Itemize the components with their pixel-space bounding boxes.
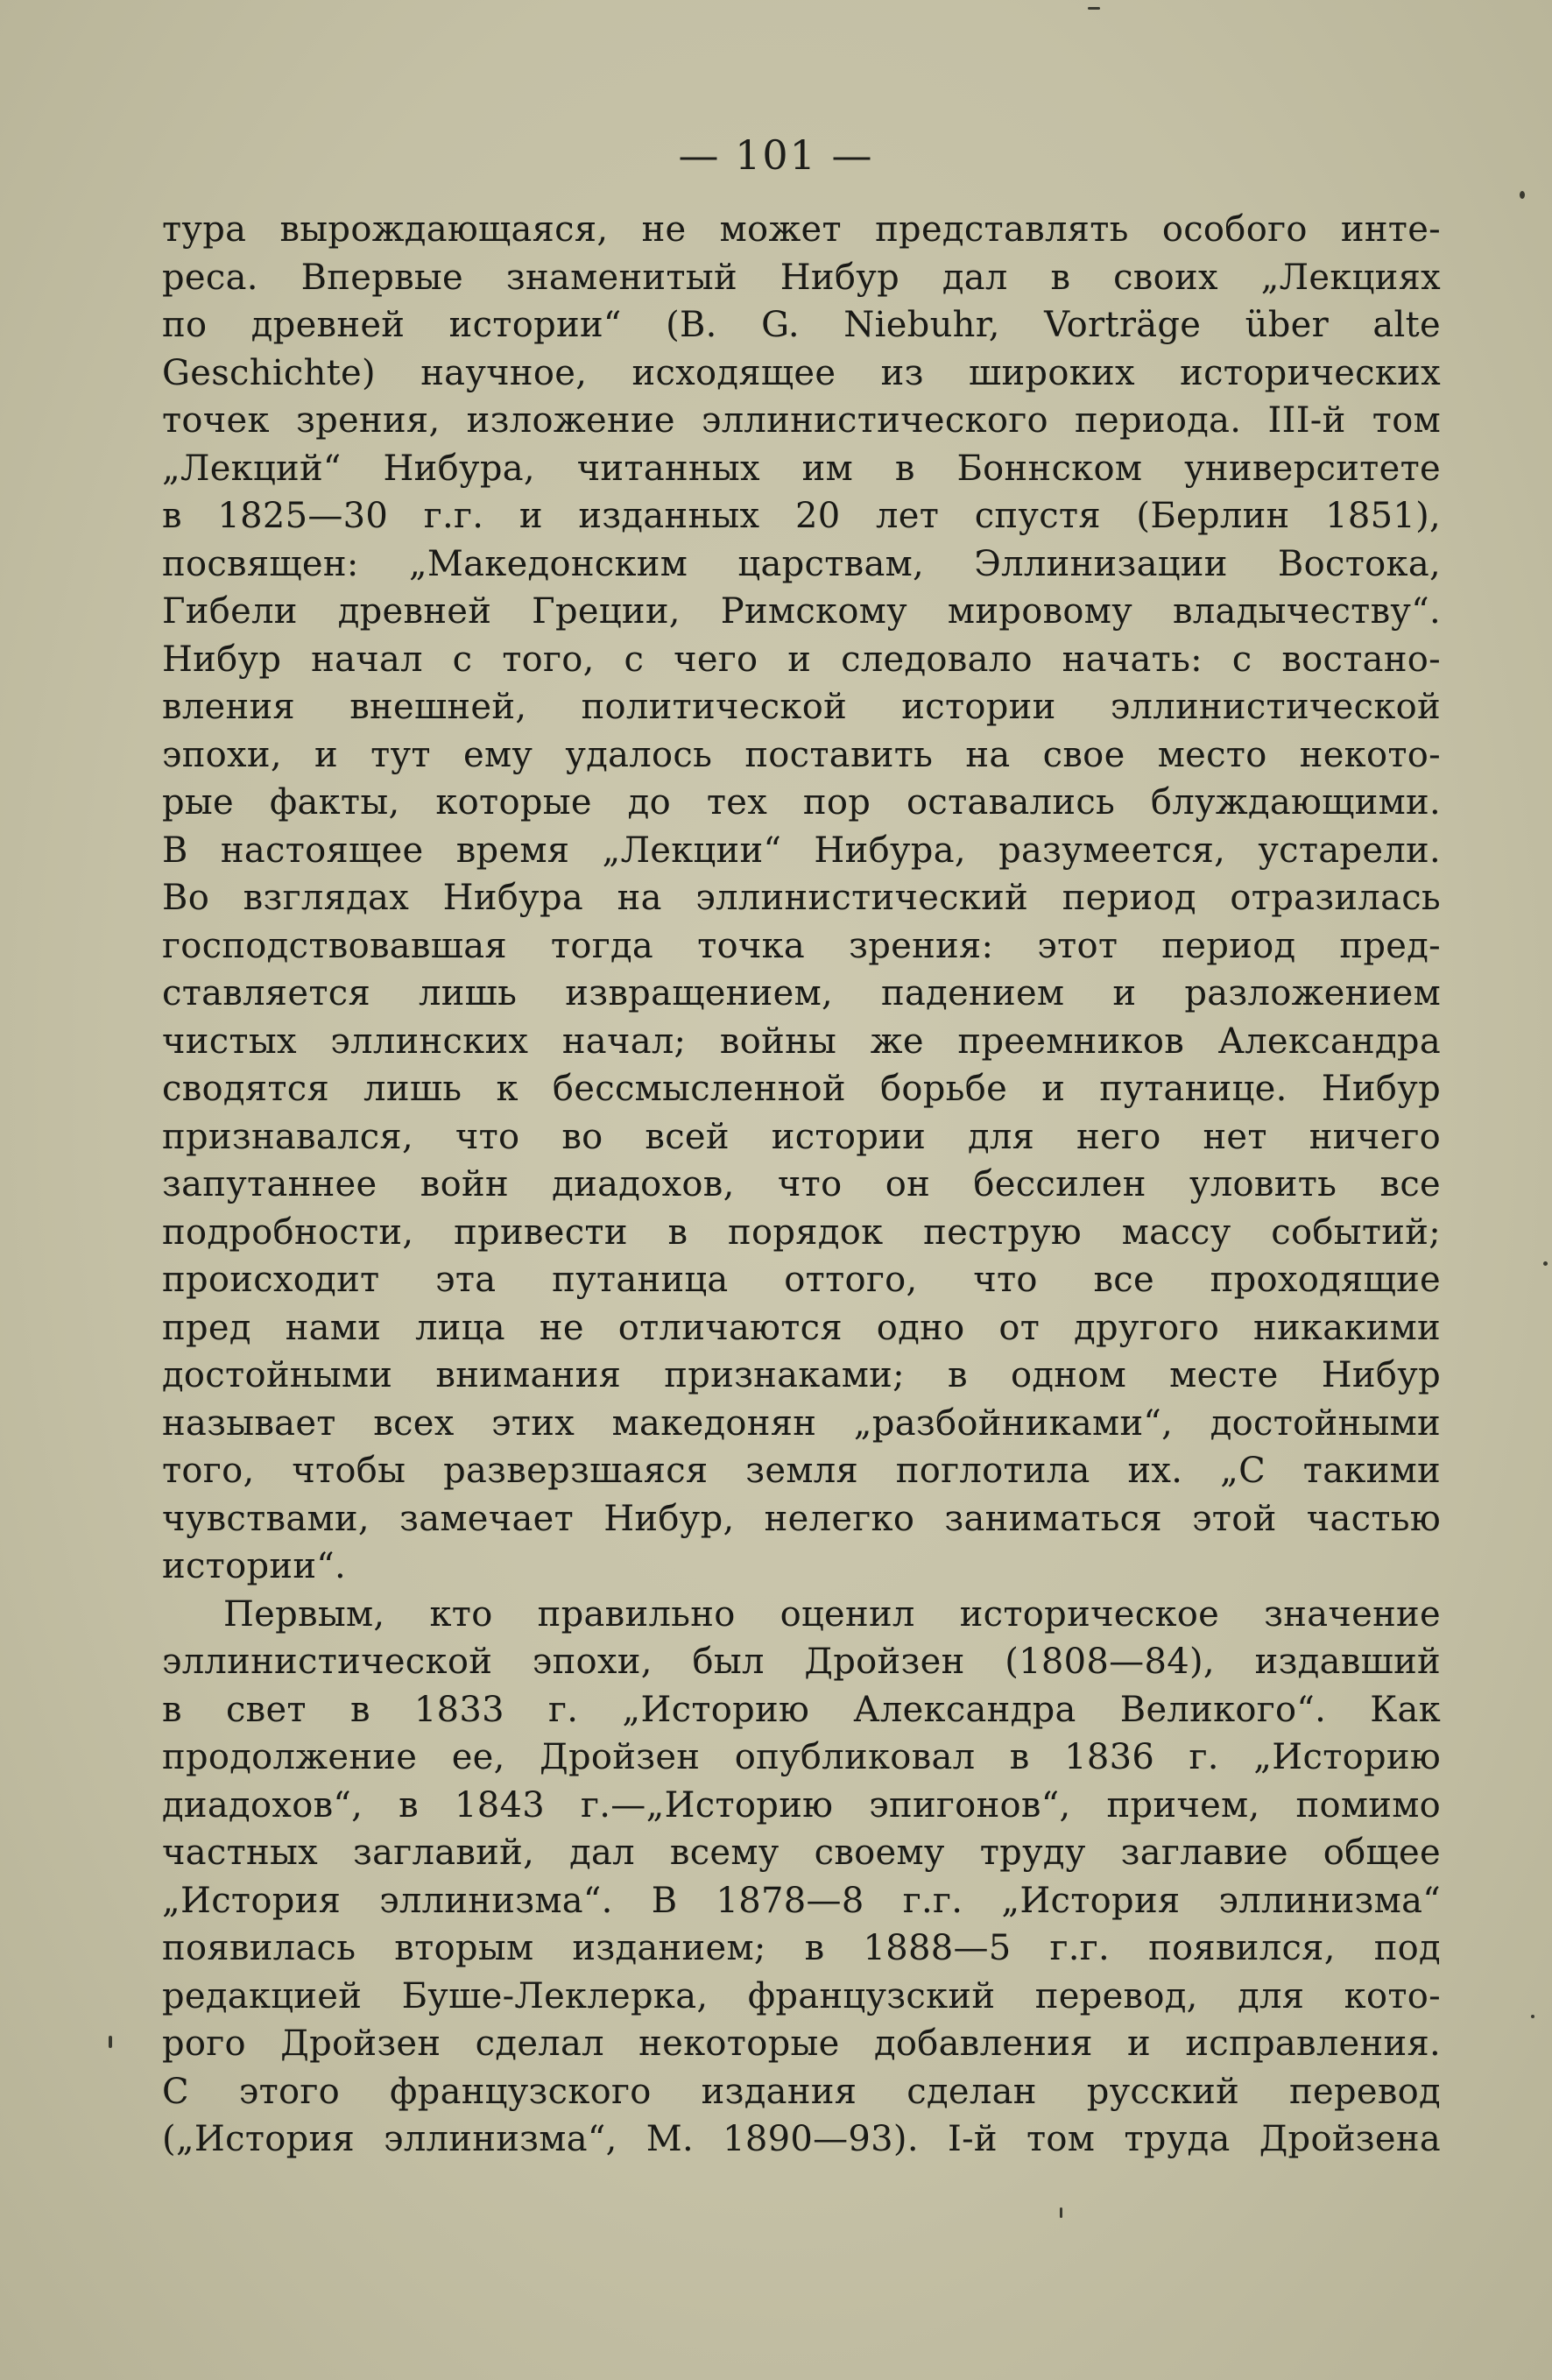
text-line: редакцией Буше-Леклерка, французский перевод, для кото- [162,1975,1441,2016]
paper-speck [1520,191,1525,199]
text-line: Первым, кто правильно оценил историческое значение [223,1593,1441,1635]
text-line: происходит эта путаница оттого, что все проходящие [162,1260,1441,1300]
paper-speck [1543,1261,1548,1266]
text-line: частных заглавий, дал всему своему труду заглавие общее [162,1833,1441,1873]
text-line: („История эллинизма“, М. 1890—93). I-й том труда Дройзена [162,2119,1441,2159]
text-line: в 1825—30 г.г. и изданных 20 лет спустя (Берлин 1851), [162,496,1441,536]
paper-speck [1060,2207,1062,2218]
text-line: подробности, привести в порядок пеструю массу событий; [162,1211,1441,1253]
body-text [162,206,1441,2164]
paper-speck [1531,2015,1534,2018]
text-line: Гибели древней Греции, Римскому мировому владычеству“. [162,591,1441,632]
text-line: чувствами, замечает Нибур, нелегко заниматься этой частью [162,1498,1441,1539]
text-line: „Лекций“ Нибура, читанных им в Боннском университете [162,448,1441,489]
text-line: достойными внимания признаками; в одном месте Нибур [162,1355,1441,1395]
text-line: эллинистической эпохи, был Дройзен (1808—84), издавший [162,1642,1441,1682]
text-line: истории“. [162,1546,347,1586]
text-line: чистых эллинских начал; войны же преемников Александра [162,1021,1441,1062]
text-line: господствовавшая тогда точка зрения: этот период пред- [162,925,1441,966]
text-line: появилась вторым изданием; в 1888—5 г.г. появился, под [162,1928,1441,1968]
paper-speck [109,2036,112,2048]
text-line: Во взглядах Нибура на эллинистический период отразилась [162,878,1441,918]
page-number: — 101 — [678,131,874,179]
text-line: В настоящее время „Лекции“ Нибура, разумеется, устарели. [162,830,1441,871]
text-line: „История эллинизма“. В 1878—8 г.г. „История эллинизма“ [162,1880,1441,1921]
text-line: по древней истории“ (B. G. Niebuhr, Vorträge über alte [162,305,1441,345]
text-line: точек зрения, изложение эллинистического периода. III-й том [162,400,1441,441]
text-line: запутаннее войн диадохов, что он бессилен уловить все [162,1164,1441,1204]
text-line: пред нами лица не отличаются одно от другого никакими [162,1307,1441,1348]
text-line: рые факты, которые до тех пор оставались блуждающими. [162,782,1441,823]
text-line: признавался, что во всей истории для него нет ничего [162,1116,1441,1157]
text-line: С этого французского издания сделан русский перевод [162,2071,1441,2112]
text-line: называет всех этих македонян „разбойниками“, достойными [162,1402,1441,1444]
text-line: тура вырождающаяся, не может представлять особого инте- [162,209,1441,250]
text-line: эпохи, и тут ему удалось поставить на свое место некото- [162,734,1441,775]
text-line: посвящен: „Македонским царствам, Эллинизации Востока, [162,543,1441,584]
text-line: Нибур начал с того, с чего и следовало начать: с востано- [162,639,1441,680]
text-line: в свет в 1833 г. „Историю Александра Великого“. Как [162,1689,1441,1730]
paper-speck [1088,7,1100,10]
text-line: рого Дройзен сделал некоторые добавления и исправления. [162,2023,1441,2064]
text-line: сводятся лишь к бессмысленной борьбе и путанице. Нибур [162,1069,1441,1109]
text-line: продолжение ее, Дройзен опубликовал в 1836 г. „Историю [162,1737,1441,1777]
text-line: вления внешней, политической истории эллинистической [162,687,1441,727]
text-line: того, чтобы разверзшаяся земля поглотила их. „С такими [162,1451,1441,1491]
text-line: реса. Впервые знаменитый Нибур дал в своих „Лекциях [162,257,1441,298]
text-line: диадохов“, в 1843 г.—„Историю эпигонов“, причем, помимо [162,1784,1441,1826]
text-line: Geschichte) научное, исходящее из широких исторических [162,352,1441,393]
text-line: ставляется лишь извращением, падением и разложением [162,973,1441,1013]
